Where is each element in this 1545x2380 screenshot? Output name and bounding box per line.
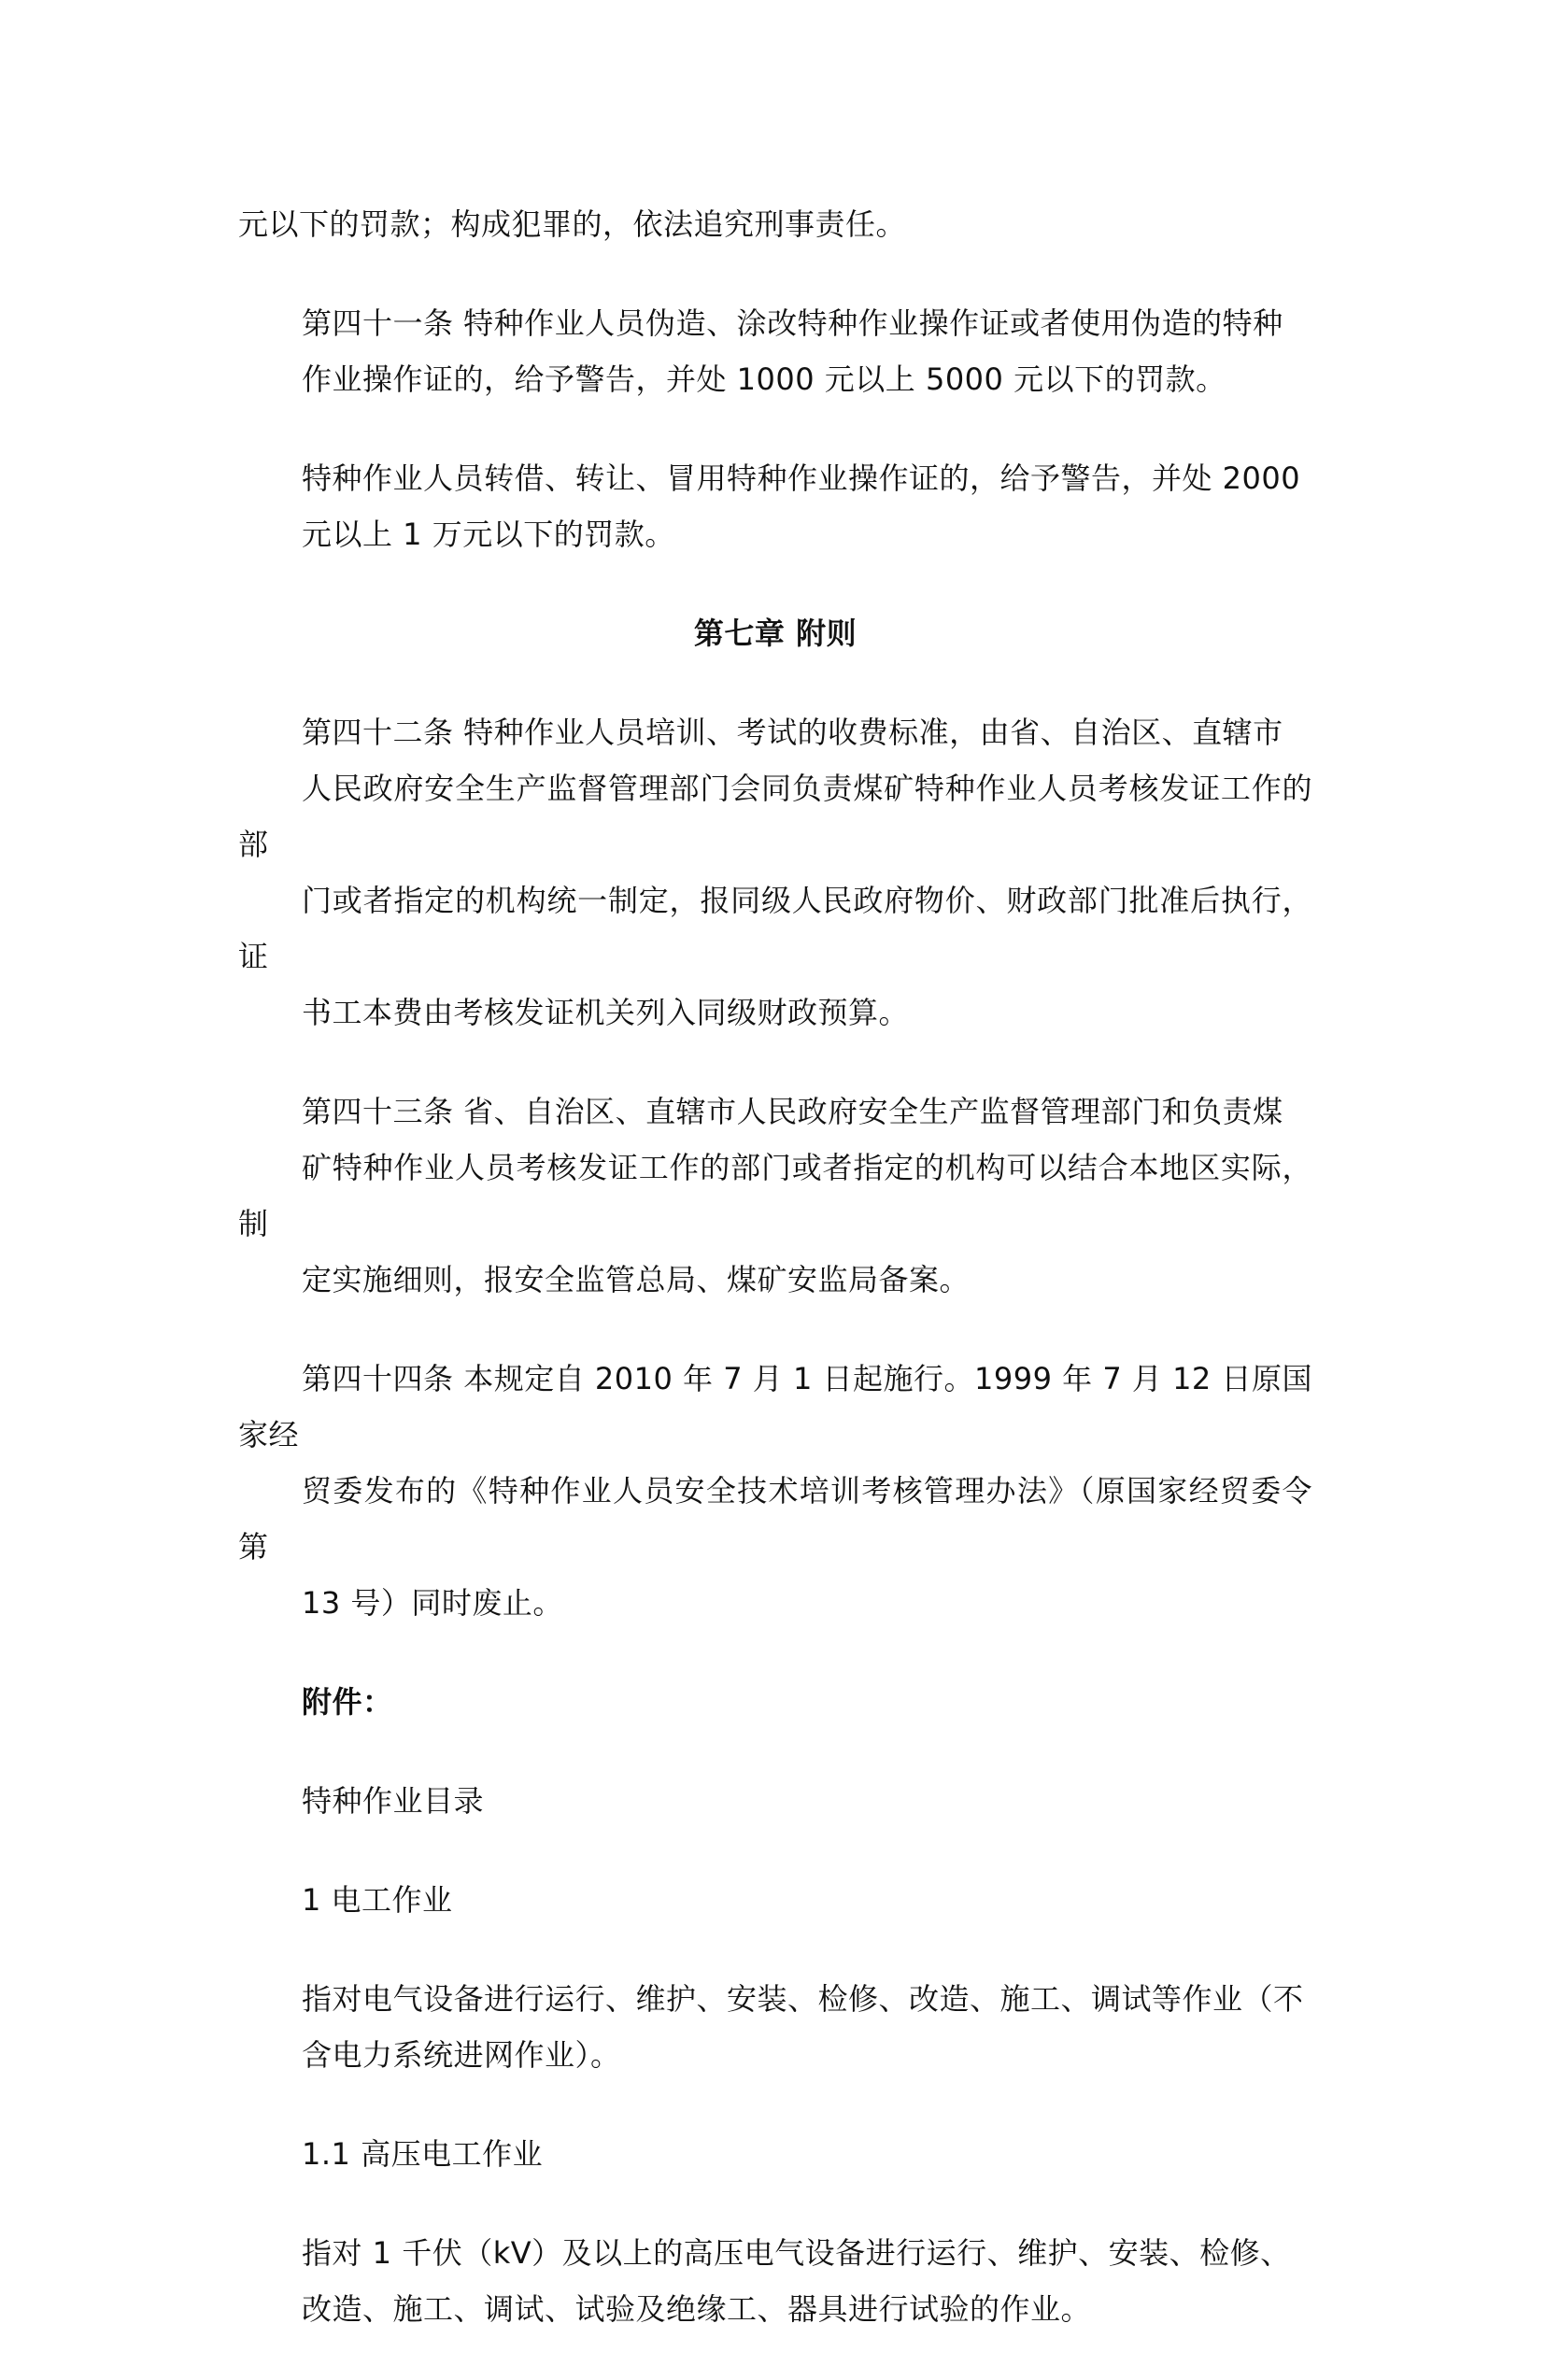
- text-line: 定实施细则，报安全监管总局、煤矿安监局备案。: [302, 1262, 971, 1297]
- text-line: 改造、施工、调试、试验及绝缘工、器具进行试验的作业。: [302, 2291, 1092, 2327]
- document-body: [238, 196, 1312, 2380]
- section-1-1-title: 1.1 高压电工作业: [302, 2136, 544, 2172]
- text-line: 第四十二条 特种作业人员培训、考试的收费标准，由省、自治区、直辖市: [302, 715, 1283, 750]
- text-line: 作业操作证的，给予警告，并处 1000 元以上 5000 元以下的罚款。: [302, 361, 1226, 397]
- article-43: [238, 1084, 1312, 1308]
- article-41-second-paragraph: [238, 450, 1312, 562]
- article-42: [238, 704, 1312, 1041]
- chapter-7-heading: 第七章 附则: [693, 616, 858, 651]
- catalog-title: 特种作业目录: [302, 1783, 485, 1819]
- text-line: 矿特种作业人员考核发证工作的部门或者指定的机构可以结合本地区实际，制: [238, 1150, 1312, 1241]
- text-line: 书工本费由考核发证机关列入同级财政预算。: [302, 995, 910, 1030]
- section-1-1-description: [238, 2225, 1312, 2337]
- article-41: [238, 295, 1312, 407]
- text-line: 含电力系统进网作业）。: [302, 2037, 621, 2073]
- text-line: 特种作业人员转借、转让、冒用特种作业操作证的，给予警告，并处 2000: [302, 460, 1301, 496]
- paragraph-penalty-continuation: [238, 196, 1312, 252]
- text-line: 指对 1 千伏（kV）及以上的高压电气设备进行运行、维护、安装、检修、: [302, 2235, 1291, 2271]
- text-line: 第四十三条 省、自治区、直辖市人民政府安全生产监督管理部门和负责煤: [302, 1094, 1283, 1129]
- article-44: [238, 1351, 1312, 1631]
- text-line: 贸委发布的《特种作业人员安全技术培训考核管理办法》（原国家经贸委令第: [238, 1473, 1312, 1565]
- text-line: 门或者指定的机构统一制定，报同级人民政府物价、财政部门批准后执行，证: [238, 883, 1312, 974]
- text-line: 元以上 1 万元以下的罚款。: [302, 517, 675, 552]
- text-line: 13 号）同时废止。: [302, 1585, 563, 1621]
- text-line: 人民政府安全生产监督管理部门会同负责煤矿特种作业人员考核发证工作的部: [238, 771, 1312, 862]
- text-line: 第四十一条 特种作业人员伪造、涂改特种作业操作证或者使用伪造的特种: [302, 305, 1283, 341]
- text-line: 第四十四条 本规定自 2010 年 7 月 1 日起施行。1999 年 7 月 12 日原国家经: [238, 1361, 1312, 1452]
- text-line: 指对电气设备进行运行、维护、安装、检修、改造、施工、调试等作业（不: [302, 1981, 1304, 2017]
- section-1-title: 1 电工作业: [302, 1882, 453, 1918]
- text-line: 元以下的罚款；构成犯罪的，依法追究刑事责任。: [238, 206, 907, 242]
- attachment-label: 附件：: [302, 1684, 393, 1720]
- section-1-description: [238, 1971, 1312, 2083]
